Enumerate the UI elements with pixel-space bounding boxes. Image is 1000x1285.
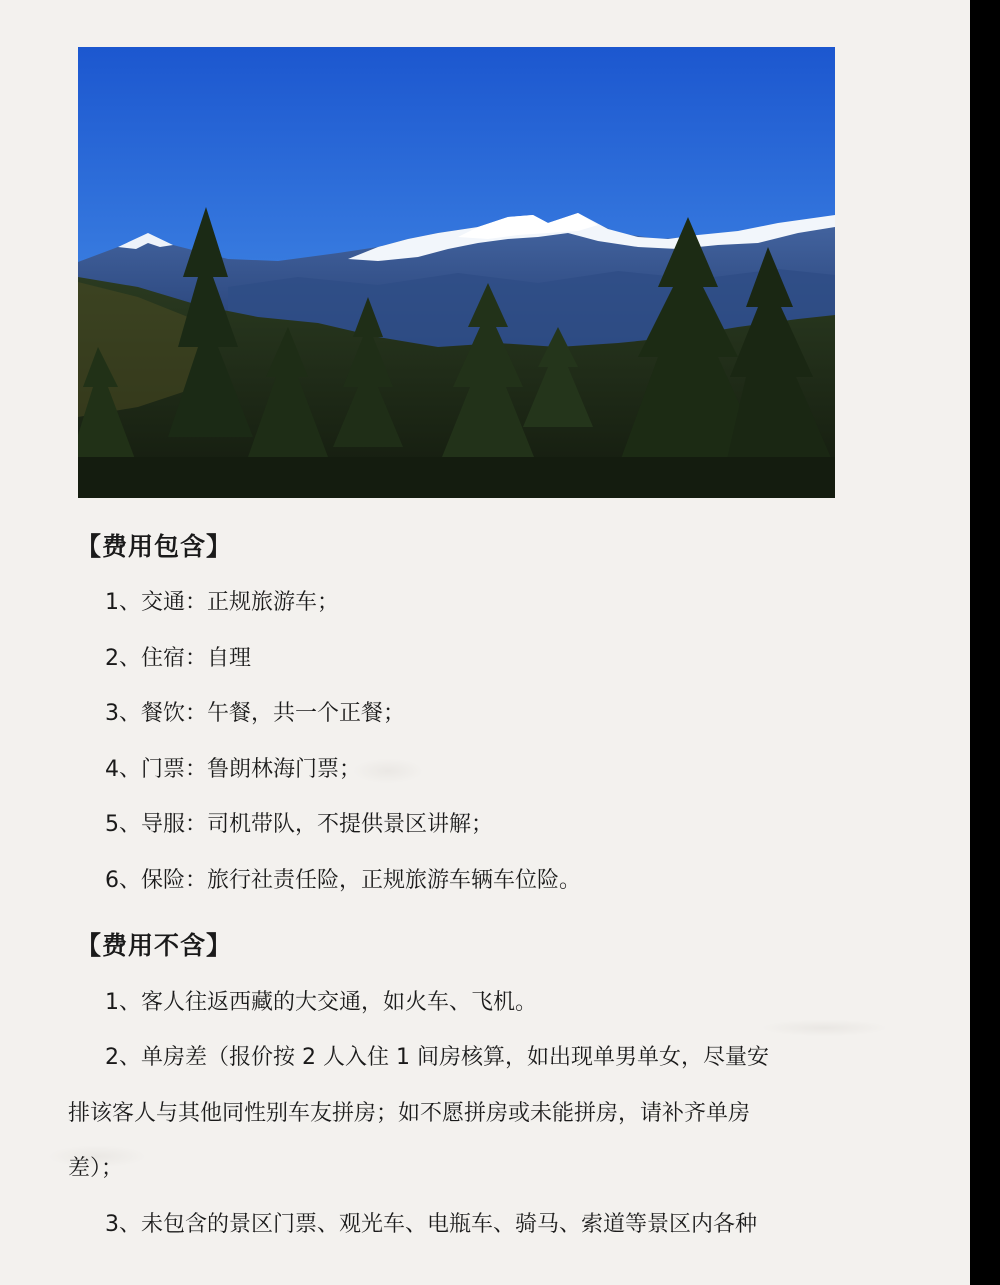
fees-excluded-heading: 【费用不含】 (76, 931, 233, 960)
excluded-item-single-room: 2、单房差（报价按 2 人入住 1 间房核算，如出现单男单女，尽量安 (105, 1045, 769, 1070)
excluded-item-single-room-end: 差）； (68, 1156, 124, 1181)
edge-strip (970, 0, 1000, 1285)
excluded-item-single-room-cont: 排该客人与其他同性别车友拼房；如不愿拼房或未能拼房，请补齐单房 (68, 1101, 751, 1126)
excluded-item-scenic-fees: 3、未包含的景区门票、观光车、电瓶车、骑马、索道等景区内各种 (105, 1212, 757, 1237)
included-item-insurance: 6、保险：旅行社责任险，正规旅游车辆车位险。 (105, 868, 581, 893)
fees-included-heading: 【费用包含】 (76, 532, 233, 561)
mountain-forest-photo (78, 47, 835, 498)
included-item-lodging: 2、住宿：自理 (105, 646, 251, 671)
included-item-transport: 1、交通：正规旅游车； (105, 590, 339, 615)
included-item-tickets: 4、门票：鲁朗林海门票； (105, 757, 361, 782)
included-item-guide: 5、导服：司机带队，不提供景区讲解； (105, 812, 493, 837)
landscape-image (78, 47, 835, 498)
included-item-meals: 3、餐饮：午餐，共一个正餐； (105, 701, 405, 726)
excluded-item-transport: 1、客人往返西藏的大交通，如火车、飞机。 (105, 990, 537, 1015)
